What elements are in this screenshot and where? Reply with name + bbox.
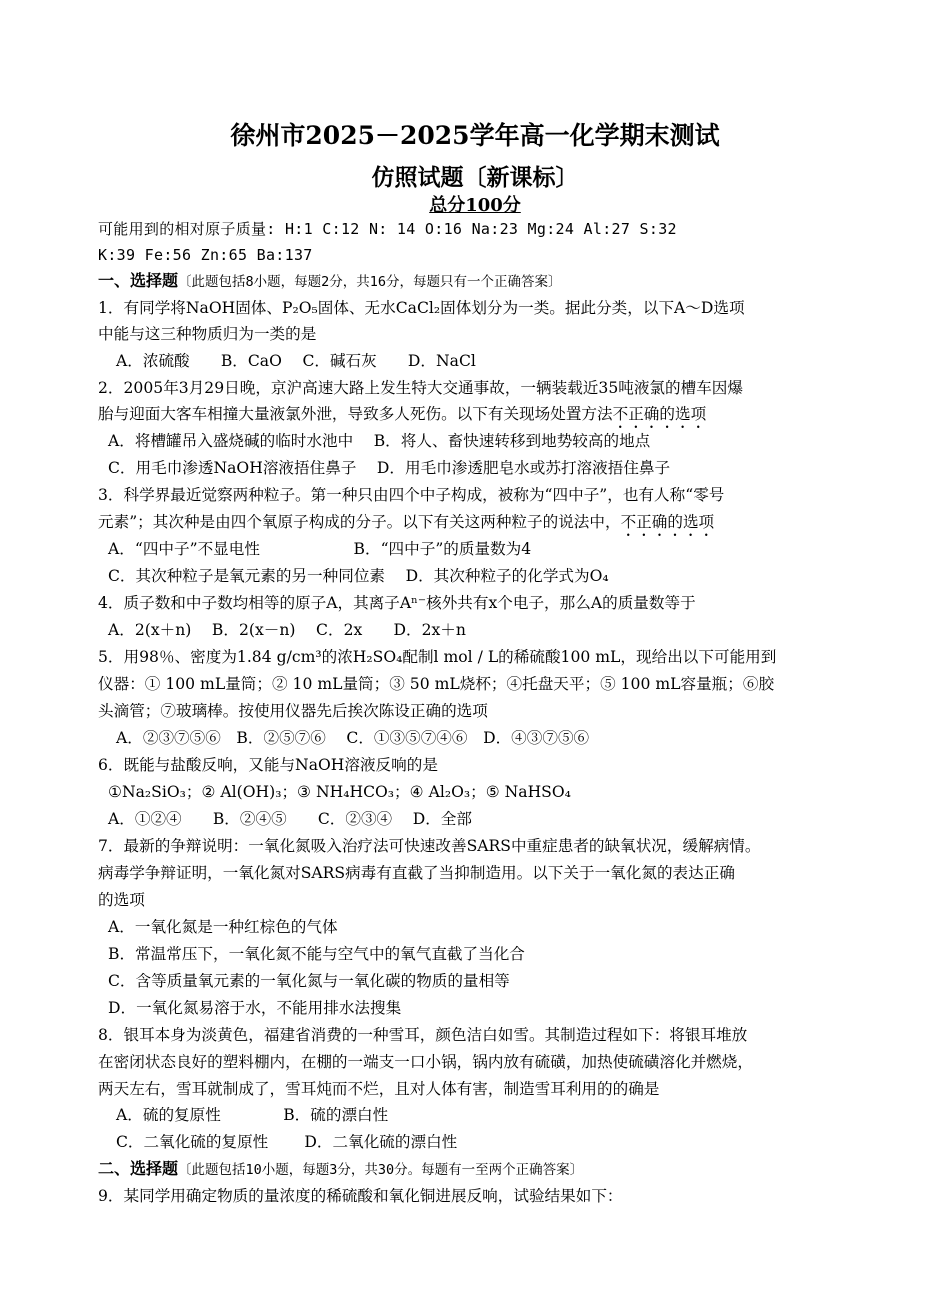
q3-options-1: A．“四中子”不显电性 B．“四中子”的质量数为4	[108, 540, 532, 558]
q4-line-1: 4．质子数和中子数均相等的原子A，其离子Aⁿ⁻核外共有x个电子，那么A的质量数等于	[98, 594, 696, 612]
q8-line-2: 在密闭状态良好的塑料棚内，在棚的一端支一口小锅，锅内放有硫磺，加热使硫磺溶化并燃烧，	[98, 1053, 753, 1071]
q7-line-2: 病毒学争辩证明，一氧化氮对SARS病毒有直截了当抑制造用。以下关于一氧化氮的表达正确	[98, 864, 735, 882]
q2-line-2-text: 胎与迎面大客车相撞大量液氯外泄，导致多人死伤。以下有关现场处置方法	[98, 405, 613, 423]
total-score: 总分100分	[429, 195, 521, 216]
section-2-note: 〔此题包括10小题，每题3分，共30分。每题有一至两个正确答案〕	[178, 1162, 584, 1178]
q8-line-3: 两天左右，雪耳就制成了，雪耳炖而不烂，且对人体有害，制造雪耳利用的的确是	[98, 1080, 660, 1098]
q8-line-1: 8．银耳本身为淡黄色，福建省消费的一种雪耳，颜色洁白如雪。其制造过程如下：将银耳堆放	[98, 1026, 748, 1044]
q6-options: A．①②④ B．②④⑤ C．②③④ D．全部	[108, 810, 472, 828]
q7-line-1: 7．最新的争辩说明：一氧化氮吸入治疗法可快速改善SARS中重症患者的缺氧状况，缓解病情。	[98, 837, 761, 855]
q2-line-2	[98, 403, 706, 432]
q8-options-2: C．二氧化硫的复原性 D．二氧化硫的漂白性	[116, 1133, 458, 1151]
q6-line-2: ①Na₂SiO₃；② Al(OH)₃；③ NH₄HCO₃；④ Al₂O₃；⑤ NaHSO₄	[108, 783, 571, 801]
q2-line-1: 2．2005年3月29日晚，京沪高速大路上发生特大交通事故，一辆装载近35吨液氯的槽车因爆	[98, 379, 743, 397]
atomic-masses-line-2: K:39 Fe:56 Zn:65 Ba:137	[98, 246, 313, 264]
q1-line-2: 中能与这三种物质归为一类的是	[98, 325, 317, 343]
section-1-title: 一、选择题	[98, 271, 179, 290]
q2-options-1: A．将槽罐吊入盛烧碱的临时水池中 B．将人、畜快速转移到地势较高的地点	[108, 432, 651, 450]
q7-option-c: C．含等质量氧元素的一氧化氮与一氧化碳的物质的量相等	[108, 972, 510, 990]
section-2-title: 二、选择题	[98, 1159, 179, 1178]
section-1-note: 〔此题包括8小题，每题2分，共16分，每题只有一个正确答案〕	[178, 274, 562, 290]
q5-line-3: 头滴管；⑦玻璃棒。按使用仪器先后挨次陈设正确的选项	[98, 702, 488, 720]
exam-subtitle: 仿照试题〔新课标〕	[371, 164, 579, 191]
atomic-masses-line-1: 可能用到的相对原子质量: H:1 C:12 N: 14 O:16 Na:23 Mg:24 Al:27 S:32	[98, 220, 677, 238]
section-2-header	[98, 1158, 583, 1181]
q1-line-1: 1．有同学将NaOH固体、P₂O₅固体、无水CaCl₂固体划分为一类。据此分类，以下A～D选项	[98, 299, 745, 317]
q6-line-1: 6．既能与盐酸反响，又能与NaOH溶液反响的是	[98, 756, 438, 774]
section-1-header	[98, 270, 562, 293]
q5-options: A．②③⑦⑤⑥ B．②⑤⑦⑥ C．①③⑤⑦④⑥ D．④③⑦⑤⑥	[116, 729, 590, 747]
q5-line-1: 5．用98％、密度为1.84 g/cm³的浓H₂SO₄配制l mol / L的稀硫酸100 mL，现给出以下可能用到	[98, 648, 777, 666]
q3-emphasis: 不正确的选项	[620, 513, 715, 531]
q3-options-2: C．其次种粒子是氧元素的另一种同位素 D．其次种粒子的化学式为O₄	[108, 567, 609, 585]
exam-title: 徐州市2025－2025学年高一化学期末测试	[230, 121, 720, 150]
q2-options-2: C．用毛巾渗透NaOH溶液捂住鼻子 D．用毛巾渗透肥皂水或苏打溶液捂住鼻子	[108, 459, 671, 477]
q7-option-d: D．一氧化氮易溶于水，不能用排水法搜集	[108, 999, 402, 1017]
q7-option-a: A．一氧化氮是一种红棕色的气体	[108, 918, 338, 936]
q5-line-2: 仪器：① 100 mL量筒；② 10 mL量筒；③ 50 mL烧杯；④托盘天平；⑤ 100 mL容量瓶；⑥胶	[98, 675, 775, 693]
q7-option-b: B．常温常压下，一氧化氮不能与空气中的氧气直截了当化合	[108, 945, 525, 963]
q3-line-2-text: 元素”；其次种是由四个氧原子构成的分子。以下有关这两种粒子的说法中，	[98, 513, 621, 531]
q1-options: A．浓硫酸 B．CaO C．碱石灰 D．NaCl	[116, 352, 476, 370]
q7-line-3: 的选项	[98, 891, 145, 909]
q4-options: A．2(x＋n) B．2(x－n) C．2x D．2x＋n	[108, 621, 466, 639]
q3-line-2	[98, 511, 714, 540]
q9-line-1: 9．某同学用确定物质的量浓度的稀硫酸和氧化铜进展反响，试验结果如下：	[98, 1187, 623, 1205]
q8-options-1: A．硫的复原性 B．硫的漂白性	[116, 1106, 389, 1124]
q3-line-1: 3．科学界最近觉察两种粒子。第一种只由四个中子构成，被称为“四中子”，也有人称“零号	[98, 486, 725, 504]
q2-emphasis: 不正确的选项	[612, 405, 707, 423]
